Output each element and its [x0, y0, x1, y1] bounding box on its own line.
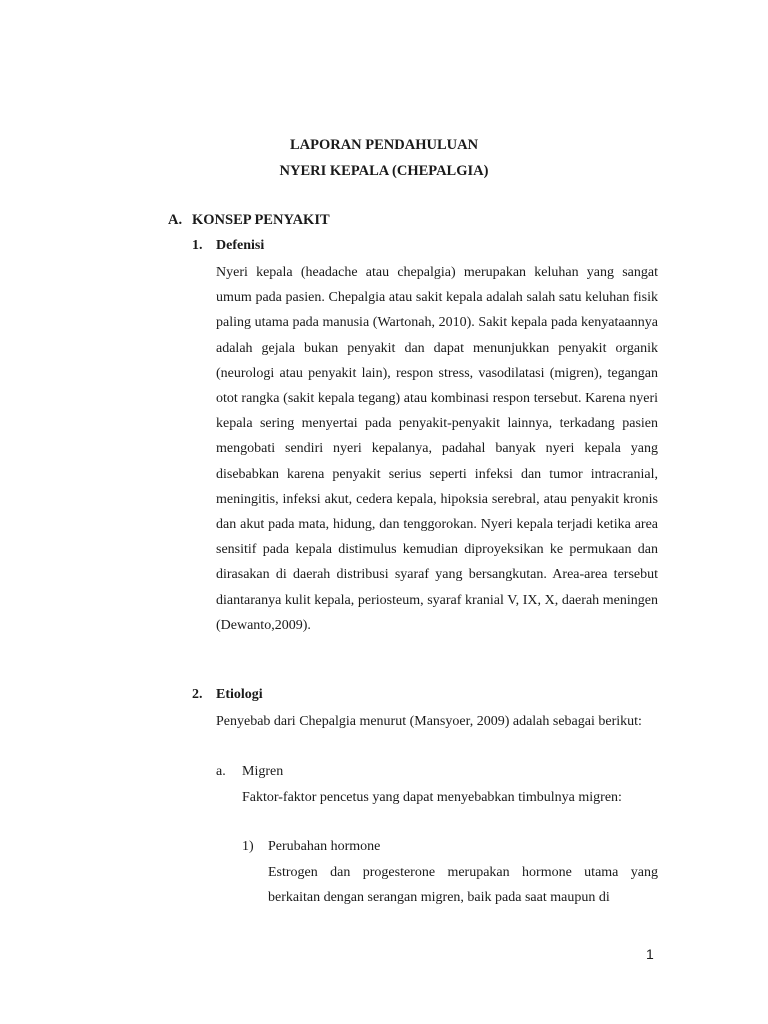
item-a-number: a.	[216, 764, 226, 779]
subsection-2-title: Etiologi	[216, 687, 263, 702]
item-a1-number: 1)	[242, 839, 254, 854]
etiology-paragraph: Penyebab dari Chepalgia menurut (Mansyoer, 2009) adalah sebagai berikut:	[216, 714, 642, 729]
hormone-paragraph: Estrogen dan progesterone merupakan hormone utama yang berkaitan dengan serangan migren, baik pada saat maupun di	[268, 865, 658, 906]
document-title: LAPORAN PENDAHULUAN	[289, 137, 479, 153]
item-a-heading	[216, 764, 283, 780]
subsection-1-heading	[192, 238, 264, 254]
section-a-heading	[168, 212, 330, 229]
subsection-1-number: 1.	[192, 238, 203, 253]
item-a1-title: Perubahan hormone	[268, 839, 381, 854]
item-a-title: Migren	[242, 764, 284, 779]
section-a-number: A.	[168, 212, 183, 228]
document-subtitle: NYERI KEPALA (CHEPALGIA)	[279, 163, 489, 179]
subsection-2-number: 2.	[192, 687, 203, 702]
section-a-title: KONSEP PENYAKIT	[192, 212, 330, 228]
migren-paragraph: Faktor-faktor pencetus yang dapat menyebabkan timbulnya migren:	[242, 790, 622, 805]
subsection-1-title: Defenisi	[216, 238, 265, 253]
page-number: 1	[646, 946, 654, 962]
item-a1-heading	[242, 839, 380, 855]
definition-paragraph: Nyeri kepala (headache atau chepalgia) merupakan keluhan yang sangat umum pada pasien. Chepalgia atau sakit kepala adalah salah satu keluhan fisik paling utama pada manusia (Wartonah, 2010). Sakit kepala pada kenyataannya adalah gejala bukan penyakit dan dapat menunjukkan penyakit organik (neurologi atau penyakit lain), respon stress, vasodilatasi (migren), tegangan otot rangka (sakit kepala tegang) atau kombinasi respon tersebut. Karena nyeri kepala sering menyertai pada penyakit-penyakit lainnya, terkadang pasien mengobati sendiri nyeri kepalanya, padahal banyak nyeri kepala yang disebabkan karena penyakit serius seperti infeksi dan tumor intracranial, meningitis, infeksi akut, cedera kepala, hipoksia serebral, atau penyakit kronis dan akut pada mata, hidung, dan tenggorokan. Nyeri kepala terjadi ketika area sensitif pada kepala distimulus kemudian diproyeksikan ke permukaan dan dirasakan di daerah distribusi syaraf yang bersangkutan. Area-area tersebut diantaranya kulit kepala, periosteum, syaraf kranial V, IX, X, daerah meningen (Dewanto,2009).	[216, 265, 658, 633]
subsection-2-heading	[192, 687, 263, 703]
